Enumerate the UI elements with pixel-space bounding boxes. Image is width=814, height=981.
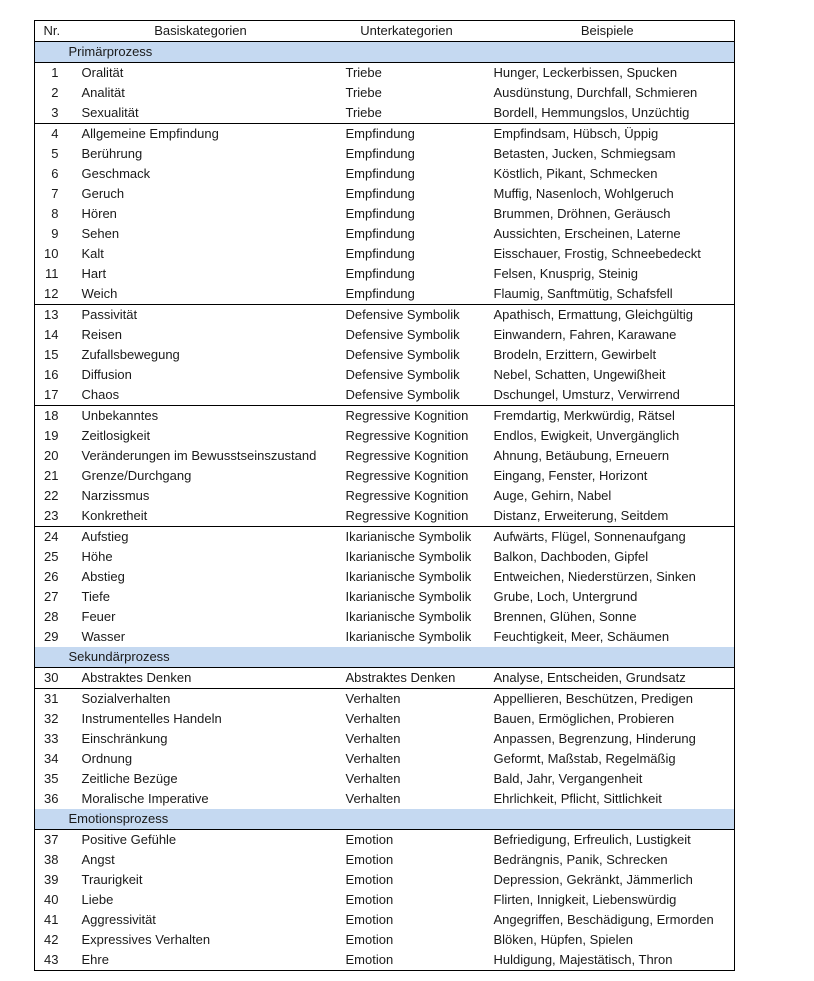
cell-basiskategorie: Konkretheit xyxy=(81,508,148,523)
table-row xyxy=(35,486,735,506)
cell-unterkategorie: Ikarianische Symbolik xyxy=(345,609,472,624)
cell-nr: 3 xyxy=(51,105,59,120)
table-row xyxy=(35,144,735,164)
cell-beispiele: Depression, Gekränkt, Jämmerlich xyxy=(493,872,693,887)
cell-beispiele: Eingang, Fenster, Horizont xyxy=(493,468,648,483)
table-row xyxy=(35,769,735,789)
cell-basiskategorie: Moralische Imperative xyxy=(81,791,209,806)
cell-beispiele: Hunger, Leckerbissen, Spucken xyxy=(493,65,678,80)
cell-beispiele: Brodeln, Erzittern, Gewirbelt xyxy=(493,347,657,362)
cell-nr: 35 xyxy=(44,771,59,786)
cell-nr: 24 xyxy=(35,527,69,548)
cell-nr: 31 xyxy=(35,689,69,710)
cell-beispiele: Eisschauer, Frostig, Schneebedeckt xyxy=(493,246,701,261)
cell-nr: 38 xyxy=(44,852,59,867)
cell-nr: 14 xyxy=(44,327,59,342)
cell-basiskategorie: Ehre xyxy=(81,952,109,967)
table-row xyxy=(35,729,735,749)
table-row xyxy=(35,950,735,971)
cell-unterkategorie: Empfindung xyxy=(345,186,415,201)
cell-basiskategorie: Allgemeine Empfindung xyxy=(69,124,333,145)
cell-beispiele: Distanz, Erweiterung, Seitdem xyxy=(493,508,669,523)
cell-nr: 26 xyxy=(44,569,59,584)
table-row xyxy=(35,385,735,406)
table-body xyxy=(35,42,735,971)
cell-beispiele: Feuchtigkeit, Meer, Schäumen xyxy=(493,629,670,644)
cell-nr: 19 xyxy=(44,428,59,443)
cell-basiskategorie: Kalt xyxy=(81,246,104,261)
cell-unterkategorie: Defensive Symbolik xyxy=(345,327,460,342)
table-row xyxy=(35,325,735,345)
cell-beispiele: Fremdartig, Merkwürdig, Rätsel xyxy=(481,406,735,427)
cell-basiskategorie: Angst xyxy=(81,852,115,867)
cell-nr: 20 xyxy=(44,448,59,463)
table-row xyxy=(35,204,735,224)
cell-unterkategorie: Regressive Kognition xyxy=(345,428,469,443)
cell-basiskategorie: Höhe xyxy=(81,549,113,564)
table-row xyxy=(35,224,735,244)
cell-beispiele: Empfindsam, Hübsch, Üppig xyxy=(481,124,735,145)
cell-beispiele: Köstlich, Pikant, Schmecken xyxy=(493,166,658,181)
cell-basiskategorie: Hart xyxy=(81,266,107,281)
cell-unterkategorie: Verhalten xyxy=(345,731,401,746)
cell-basiskategorie: Sexualität xyxy=(81,105,139,120)
cell-basiskategorie: Passivität xyxy=(69,305,333,326)
cell-nr: 12 xyxy=(44,286,59,301)
cell-unterkategorie: Defensive Symbolik xyxy=(333,305,481,326)
section-row xyxy=(35,647,735,668)
table-row xyxy=(35,446,735,466)
cell-beispiele: Flaumig, Sanftmütig, Schafsfell xyxy=(493,286,673,301)
cell-beispiele: Entweichen, Niederstürzen, Sinken xyxy=(493,569,696,584)
table-row xyxy=(35,850,735,870)
header-basiskategorien: Basiskategorien xyxy=(69,21,333,42)
table-row xyxy=(35,244,735,264)
table-row xyxy=(35,830,735,851)
cell-nr: 25 xyxy=(44,549,59,564)
section-spacer xyxy=(35,647,69,668)
cell-unterkategorie: Regressive Kognition xyxy=(333,406,481,427)
cell-beispiele: Ausdünstung, Durchfall, Schmieren xyxy=(493,85,698,100)
cell-beispiele: Grube, Loch, Untergrund xyxy=(493,589,638,604)
cell-nr: 6 xyxy=(51,166,59,181)
cell-basiskategorie: Oralität xyxy=(81,65,124,80)
table-row xyxy=(35,607,735,627)
cell-beispiele: Betasten, Jucken, Schmiegsam xyxy=(493,146,676,161)
table-row xyxy=(35,406,735,427)
table-row xyxy=(35,709,735,729)
cell-unterkategorie: Ikarianische Symbolik xyxy=(345,569,472,584)
cell-unterkategorie: Ikarianische Symbolik xyxy=(333,527,481,548)
header-beispiele: Beispiele xyxy=(481,21,735,42)
cell-nr: 40 xyxy=(44,892,59,907)
cell-nr: 8 xyxy=(51,206,59,221)
section-row xyxy=(35,809,735,830)
cell-nr: 18 xyxy=(35,406,69,427)
cell-unterkategorie: Triebe xyxy=(345,85,382,100)
table-row xyxy=(35,124,735,145)
cell-unterkategorie: Emotion xyxy=(345,892,394,907)
table-row xyxy=(35,264,735,284)
cell-beispiele: Dschungel, Umsturz, Verwirrend xyxy=(493,387,680,402)
cell-basiskategorie: Instrumentelles Handeln xyxy=(81,711,222,726)
cell-basiskategorie: Ordnung xyxy=(81,751,133,766)
cell-nr: 15 xyxy=(44,347,59,362)
table-row xyxy=(35,164,735,184)
cell-beispiele: Auge, Gehirn, Nabel xyxy=(493,488,612,503)
cell-nr: 32 xyxy=(44,711,59,726)
table-row xyxy=(35,789,735,809)
cell-beispiele: Angegriffen, Beschädigung, Ermorden xyxy=(493,912,714,927)
cell-basiskategorie: Aufstieg xyxy=(69,527,333,548)
cell-beispiele: Brennen, Glühen, Sonne xyxy=(493,609,637,624)
cell-basiskategorie: Tiefe xyxy=(81,589,110,604)
cell-nr: 5 xyxy=(51,146,59,161)
cell-beispiele: Flirten, Innigkeit, Liebenswürdig xyxy=(493,892,677,907)
cell-nr: 39 xyxy=(44,872,59,887)
cell-nr: 33 xyxy=(44,731,59,746)
cell-unterkategorie: Ikarianische Symbolik xyxy=(345,629,472,644)
cell-basiskategorie: Analität xyxy=(81,85,125,100)
cell-unterkategorie: Empfindung xyxy=(345,166,415,181)
cell-basiskategorie: Diffusion xyxy=(81,367,132,382)
cell-basiskategorie: Zufallsbewegung xyxy=(81,347,180,362)
cell-unterkategorie: Regressive Kognition xyxy=(345,448,469,463)
table-row xyxy=(35,305,735,326)
table-row xyxy=(35,890,735,910)
cell-basiskategorie: Positive Gefühle xyxy=(81,832,177,847)
cell-beispiele: Bauen, Ermöglichen, Probieren xyxy=(493,711,675,726)
cell-nr: 2 xyxy=(51,85,59,100)
cell-unterkategorie: Verhalten xyxy=(333,689,481,710)
section-row xyxy=(35,42,735,63)
cell-unterkategorie: Empfindung xyxy=(345,266,415,281)
cell-nr: 34 xyxy=(44,751,59,766)
cell-nr: 13 xyxy=(35,305,69,326)
cell-unterkategorie: Abstraktes Denken xyxy=(345,670,456,685)
cell-nr: 29 xyxy=(44,629,59,644)
cell-beispiele: Muffig, Nasenloch, Wohlgeruch xyxy=(493,186,674,201)
cell-nr: 43 xyxy=(44,952,59,967)
cell-nr: 1 xyxy=(51,65,59,80)
cell-unterkategorie: Empfindung xyxy=(345,226,415,241)
cell-unterkategorie: Regressive Kognition xyxy=(345,488,469,503)
category-table xyxy=(34,20,735,971)
cell-beispiele: Nebel, Schatten, Ungewißheit xyxy=(493,367,666,382)
cell-unterkategorie: Regressive Kognition xyxy=(345,508,469,523)
cell-beispiele: Huldigung, Majestätisch, Thron xyxy=(493,952,673,967)
cell-beispiele: Analyse, Entscheiden, Grundsatz xyxy=(493,670,686,685)
cell-basiskategorie: Abstraktes Denken xyxy=(81,670,192,685)
cell-unterkategorie: Ikarianische Symbolik xyxy=(345,589,472,604)
section-label: Sekundärprozess xyxy=(69,647,735,668)
cell-unterkategorie: Emotion xyxy=(345,952,394,967)
table-row xyxy=(35,184,735,204)
cell-nr: 9 xyxy=(51,226,59,241)
cell-unterkategorie: Empfindung xyxy=(345,206,415,221)
cell-basiskategorie: Einschränkung xyxy=(81,731,168,746)
cell-unterkategorie: Triebe xyxy=(345,65,382,80)
table-row xyxy=(35,506,735,527)
cell-nr: 7 xyxy=(51,186,59,201)
table-row xyxy=(35,627,735,647)
cell-basiskategorie: Narzissmus xyxy=(81,488,150,503)
cell-basiskategorie: Liebe xyxy=(81,892,114,907)
cell-basiskategorie: Reisen xyxy=(81,327,122,342)
cell-beispiele: Bordell, Hemmungslos, Unzüchtig xyxy=(493,105,690,120)
cell-unterkategorie: Emotion xyxy=(345,852,394,867)
cell-beispiele: Apathisch, Ermattung, Gleichgültig xyxy=(481,305,735,326)
table-row xyxy=(35,668,735,689)
cell-beispiele: Appellieren, Beschützen, Predigen xyxy=(481,689,735,710)
section-label: Primärprozess xyxy=(69,42,735,63)
cell-basiskategorie: Grenze/Durchgang xyxy=(81,468,192,483)
header-unterkategorien: Unterkategorien xyxy=(333,21,481,42)
cell-unterkategorie: Empfindung xyxy=(345,246,415,261)
table-row xyxy=(35,910,735,930)
cell-beispiele: Brummen, Dröhnen, Geräusch xyxy=(493,206,671,221)
cell-basiskategorie: Feuer xyxy=(81,609,116,624)
cell-beispiele: Anpassen, Begrenzung, Hinderung xyxy=(493,731,696,746)
header-nr: Nr. xyxy=(35,21,69,42)
cell-beispiele: Felsen, Knusprig, Steinig xyxy=(493,266,639,281)
cell-nr: 17 xyxy=(44,387,59,402)
cell-nr: 4 xyxy=(35,124,69,145)
cell-nr: 11 xyxy=(45,266,59,281)
cell-unterkategorie: Defensive Symbolik xyxy=(345,367,460,382)
section-spacer xyxy=(35,42,69,63)
cell-nr: 36 xyxy=(44,791,59,806)
table-row xyxy=(35,426,735,446)
cell-nr: 27 xyxy=(44,589,59,604)
cell-unterkategorie: Emotion xyxy=(345,912,394,927)
cell-beispiele: Endlos, Ewigkeit, Unvergänglich xyxy=(493,428,680,443)
cell-unterkategorie: Emotion xyxy=(345,932,394,947)
cell-basiskategorie: Expressives Verhalten xyxy=(81,932,211,947)
cell-basiskategorie: Hören xyxy=(81,206,117,221)
cell-nr: 10 xyxy=(44,246,59,261)
cell-nr: 22 xyxy=(44,488,59,503)
cell-nr: 41 xyxy=(44,912,59,927)
cell-beispiele: Ehrlichkeit, Pflicht, Sittlichkeit xyxy=(493,791,662,806)
table-row xyxy=(35,345,735,365)
cell-unterkategorie: Verhalten xyxy=(345,771,401,786)
table-row xyxy=(35,466,735,486)
cell-basiskategorie: Veränderungen im Bewusstseinszustand xyxy=(81,448,317,463)
cell-nr: 42 xyxy=(44,932,59,947)
table-row xyxy=(35,587,735,607)
table-row xyxy=(35,527,735,548)
cell-beispiele: Balkon, Dachboden, Gipfel xyxy=(493,549,649,564)
cell-beispiele: Aufwärts, Flügel, Sonnenaufgang xyxy=(481,527,735,548)
cell-unterkategorie: Emotion xyxy=(345,872,394,887)
cell-nr: 30 xyxy=(44,670,59,685)
cell-unterkategorie: Defensive Symbolik xyxy=(345,387,460,402)
cell-unterkategorie: Triebe xyxy=(345,105,382,120)
table-row xyxy=(35,870,735,890)
cell-beispiele: Ahnung, Betäubung, Erneuern xyxy=(493,448,670,463)
cell-unterkategorie: Empfindung xyxy=(345,286,415,301)
cell-basiskategorie: Zeitlosigkeit xyxy=(81,428,151,443)
cell-unterkategorie: Verhalten xyxy=(345,791,401,806)
cell-basiskategorie: Wasser xyxy=(81,629,126,644)
cell-unterkategorie: Verhalten xyxy=(345,751,401,766)
cell-basiskategorie: Sehen xyxy=(81,226,120,241)
table-row xyxy=(35,63,735,84)
section-label: Emotionsprozess xyxy=(69,809,735,830)
cell-basiskategorie: Geschmack xyxy=(81,166,151,181)
cell-beispiele: Bald, Jahr, Vergangenheit xyxy=(493,771,643,786)
cell-basiskategorie: Geruch xyxy=(81,186,125,201)
table-row xyxy=(35,930,735,950)
cell-beispiele: Befriedigung, Erfreulich, Lustigkeit xyxy=(493,832,691,847)
cell-unterkategorie: Regressive Kognition xyxy=(345,468,469,483)
table-row xyxy=(35,547,735,567)
cell-unterkategorie: Empfindung xyxy=(345,146,415,161)
cell-beispiele: Einwandern, Fahren, Karawane xyxy=(493,327,677,342)
cell-unterkategorie: Defensive Symbolik xyxy=(345,347,460,362)
table-row xyxy=(35,567,735,587)
header-row xyxy=(35,21,735,42)
table-row xyxy=(35,103,735,124)
cell-nr: 21 xyxy=(44,468,59,483)
cell-basiskategorie: Traurigkeit xyxy=(81,872,143,887)
cell-beispiele: Geformt, Maßstab, Regelmäßig xyxy=(493,751,676,766)
table-row xyxy=(35,689,735,710)
cell-basiskategorie: Aggressivität xyxy=(81,912,156,927)
cell-basiskategorie: Weich xyxy=(81,286,118,301)
cell-unterkategorie: Ikarianische Symbolik xyxy=(345,549,472,564)
cell-nr: 28 xyxy=(44,609,59,624)
cell-basiskategorie: Chaos xyxy=(81,387,120,402)
cell-basiskategorie: Unbekanntes xyxy=(69,406,333,427)
cell-basiskategorie: Sozialverhalten xyxy=(69,689,333,710)
cell-beispiele: Bedrängnis, Panik, Schrecken xyxy=(493,852,668,867)
table-row xyxy=(35,83,735,103)
table-row xyxy=(35,365,735,385)
cell-beispiele: Blöken, Hüpfen, Spielen xyxy=(493,932,633,947)
cell-nr: 16 xyxy=(44,367,59,382)
table-row xyxy=(35,749,735,769)
section-spacer xyxy=(35,809,69,830)
cell-basiskategorie: Abstieg xyxy=(81,569,125,584)
cell-unterkategorie: Verhalten xyxy=(345,711,401,726)
cell-nr: 23 xyxy=(44,508,59,523)
cell-unterkategorie: Empfindung xyxy=(333,124,481,145)
table-row xyxy=(35,284,735,305)
cell-beispiele: Aussichten, Erscheinen, Laterne xyxy=(493,226,681,241)
cell-nr: 37 xyxy=(44,832,59,847)
cell-basiskategorie: Zeitliche Bezüge xyxy=(81,771,178,786)
cell-unterkategorie: Emotion xyxy=(345,832,394,847)
cell-basiskategorie: Berührung xyxy=(81,146,143,161)
